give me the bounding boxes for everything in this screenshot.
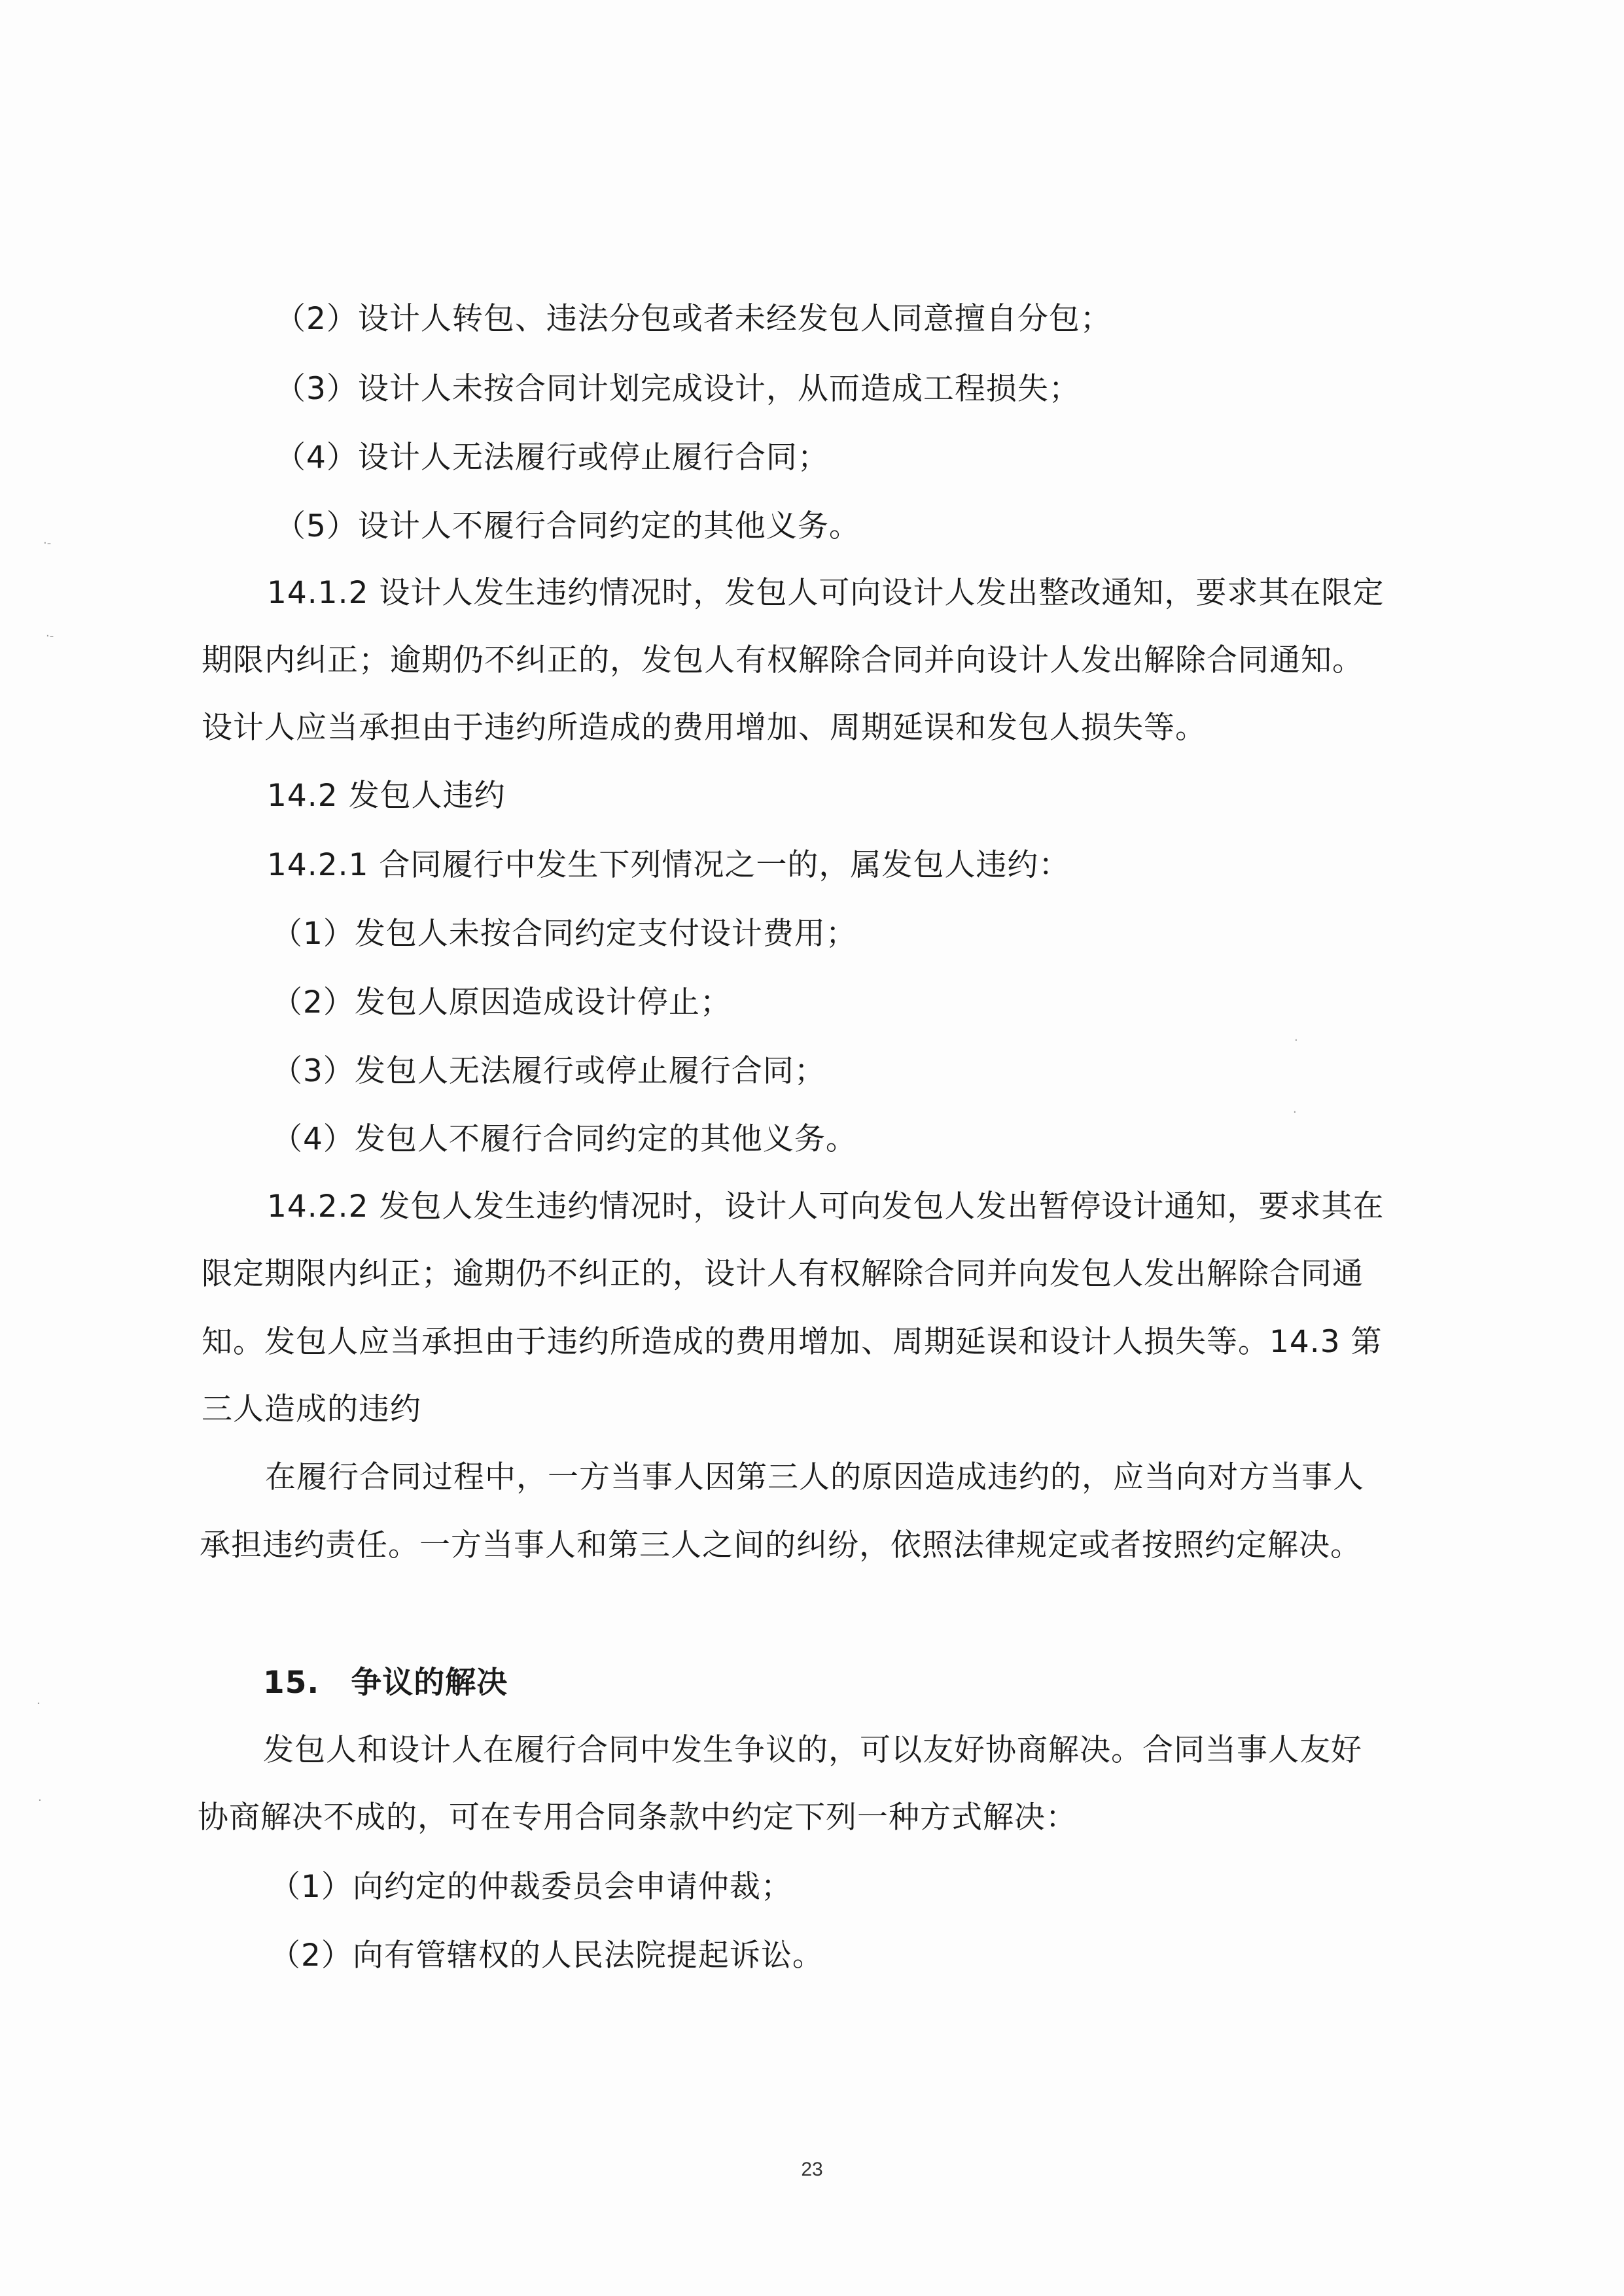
third-party-paragraph-line-1: 在履行合同过程中，一方当事人因第三人的原因造成违约的，应当向对方当事人 [265, 1459, 1364, 1495]
list-item-breach-2: （2）设计人转包、违法分包或者未经发包人同意擅自分包； [275, 301, 1112, 337]
list-item-breach-3: （3）设计人未按合同计划完成设计，从而造成工程损失； [275, 371, 1080, 407]
clause-14-1-2-line-1: 14.1.2 设计人发生违约情况时，发包人可向设计人发出整改通知，要求其在限定 [267, 575, 1385, 611]
list-item-breach-5: （5）设计人不履行合同约定的其他义务。 [275, 508, 860, 544]
list-item-employer-breach-2: （2）发包人原因造成设计停止； [272, 984, 732, 1020]
list-item-dispute-2: （2）向有管辖权的人民法院提起诉讼。 [270, 1938, 824, 1974]
clause-14-2-2-line-3: 知。发包人应当承担由于违约所造成的费用增加、周期延误和设计人损失等。14.3 第 [202, 1324, 1383, 1360]
clause-14-2-1: 14.2.1 合同履行中发生下列情况之一的，属发包人违约： [267, 847, 1070, 883]
clause-14-2-2-line-1: 14.2.2 发包人发生违约情况时，设计人可向发包人发出暂停设计通知，要求其在 [267, 1189, 1385, 1225]
list-item-employer-breach-3: （3）发包人无法履行或停止履行合同； [272, 1053, 826, 1089]
scan-speck: · [37, 1697, 41, 1711]
list-item-breach-4: （4）设计人无法履行或停止履行合同； [275, 440, 829, 476]
clause-14-2-2-line-2: 限定期限内纠正；逾期仍不纠正的，设计人有权解除合同并向发包人发出解除合同通 [202, 1256, 1364, 1292]
clause-14-1-2-line-2: 期限内纠正；逾期仍不纠正的，发包人有权解除合同并向设计人发出解除合同通知。 [202, 642, 1364, 678]
page-number: 23 [801, 2159, 823, 2180]
scan-speck: ·- [46, 629, 54, 643]
list-item-dispute-1: （1）向约定的仲裁委员会申请仲裁； [270, 1869, 792, 1905]
scan-speck: · [38, 1794, 42, 1807]
clause-14-3-line: 三人造成的违约 [202, 1391, 421, 1427]
section-15-heading: 15. 争议的解决 [263, 1665, 508, 1701]
clause-14-2-heading: 14.2 发包人违约 [267, 778, 506, 814]
list-item-employer-breach-1: （1）发包人未按合同约定支付设计费用； [272, 916, 857, 952]
scan-speck: · [1294, 1034, 1298, 1047]
list-item-employer-breach-4: （4）发包人不履行合同约定的其他义务。 [272, 1121, 857, 1157]
dispute-paragraph-line-1: 发包人和设计人在履行合同中发生争议的，可以友好协商解决。合同当事人友好 [263, 1732, 1362, 1768]
clause-14-1-2-line-3: 设计人应当承担由于违约所造成的费用增加、周期延误和发包人损失等。 [202, 710, 1207, 746]
dispute-paragraph-line-2: 协商解决不成的，可在专用合同条款中约定下列一种方式解决： [198, 1800, 1077, 1835]
third-party-paragraph-line-2: 承担违约责任。一方当事人和第三人之间的纠纷，依照法律规定或者按照约定解决。 [200, 1527, 1362, 1563]
scan-speck: ·- [43, 536, 52, 550]
scan-speck: · [1293, 1105, 1297, 1119]
